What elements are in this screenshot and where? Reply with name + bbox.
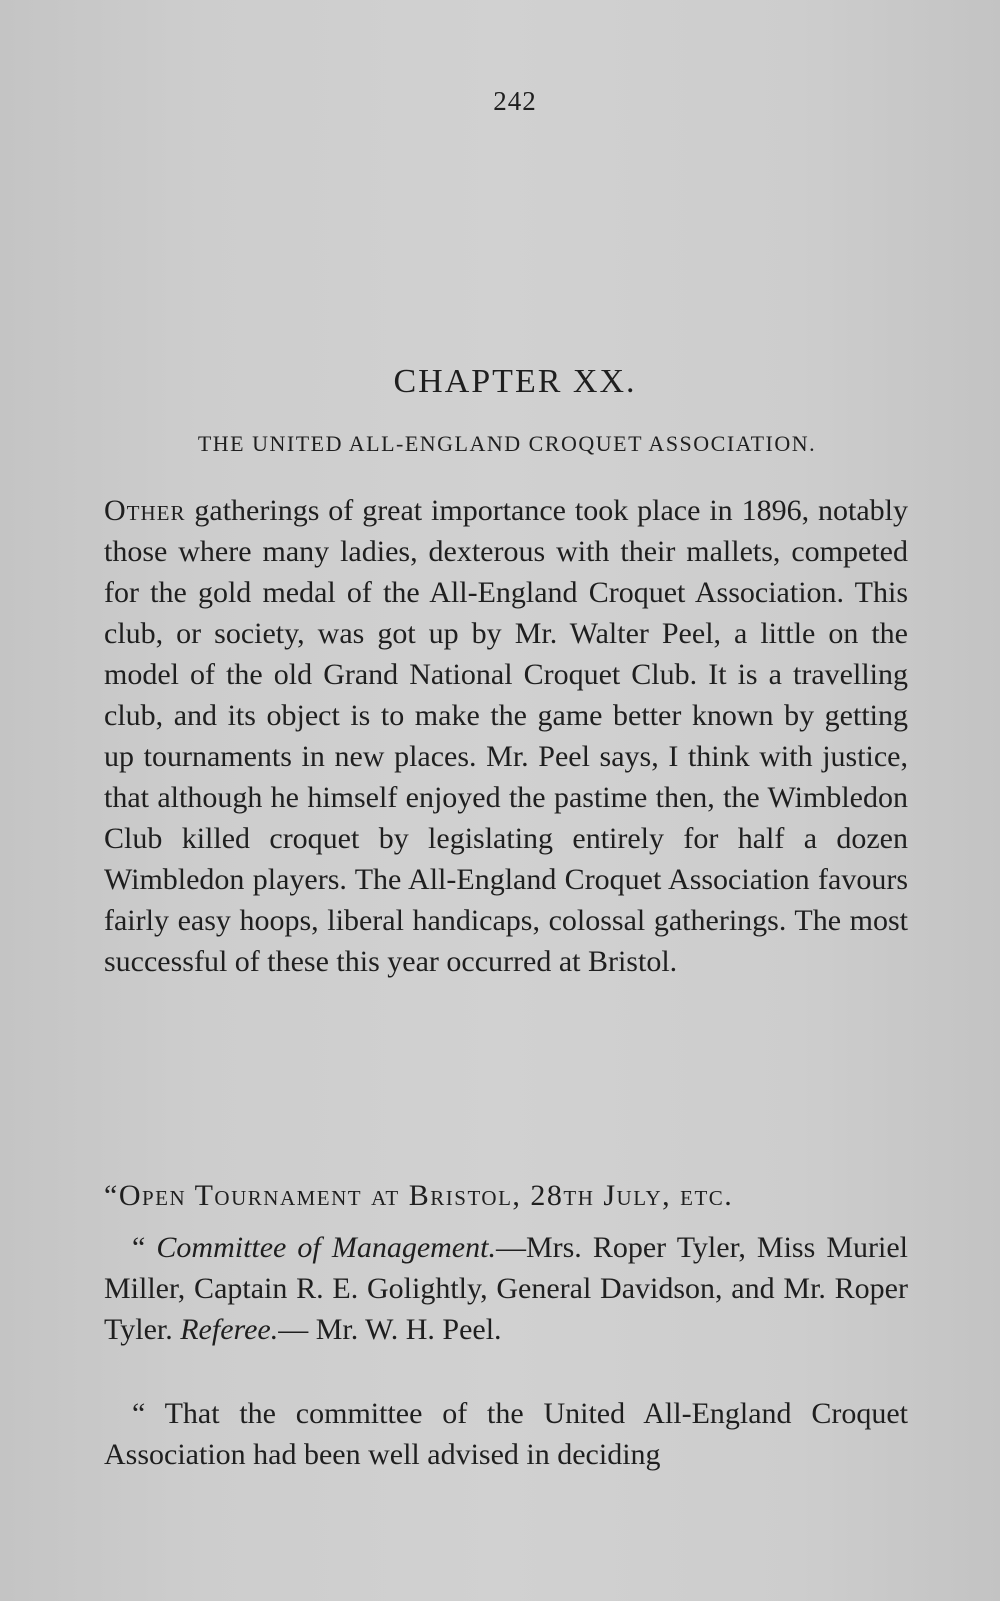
referee-name: — Mr. W. H. Peel. [278, 1313, 502, 1346]
chapter-subtitle: THE UNITED ALL-ENGLAND CROQUET ASSOCIATION. [197, 431, 817, 456]
final-paragraph [104, 1393, 908, 1475]
opening-word: Other [104, 494, 186, 527]
final-paragraph-text: “ That the committee of the United All-England Croquet Association had been well advised in deciding [104, 1397, 908, 1471]
committee-paragraph-text [104, 1227, 908, 1350]
main-paragraph-body: gatherings of great importance took place in 1896, notably those where many ladies, dexterous with their mallets, competed for the gold medal of the All-England Croquet Association. This club, or society, was got up by Mr. Walter Peel, a little on the model of the old Grand National Croquet Club. It is a travelling club, and its object is to make the game better known by getting up tournaments in new places. Mr. Peel says, I think with justice, that although he himself enjoyed the pastime then, the Wimbledon Club killed croquet by legislating entirely for half a dozen Wimbledon players. The All-England Croquet Association favours fairly easy hoops, liberal handicaps, colossal gatherings. The most successful of these this year occurred at Bristol. [104, 494, 908, 978]
committee-open-quote: “ [132, 1231, 157, 1264]
committee-label: Committee of Management. [156, 1231, 496, 1264]
main-paragraph [104, 490, 908, 982]
committee-paragraph [104, 1227, 908, 1350]
main-paragraph-text [104, 490, 908, 982]
chapter-title: CHAPTER XX. [393, 363, 637, 400]
committee-names: —Mrs. Roper Tyler, Miss Muriel Miller, Captain R. E. Golightly, General Davidson, and Mr. Roper Tyler. [104, 1231, 908, 1346]
tournament-heading: “Open Tournament at Bristol, 28th July, etc. [104, 1179, 734, 1212]
referee-label: Referee. [180, 1313, 279, 1346]
page-number: 242 [493, 86, 537, 116]
